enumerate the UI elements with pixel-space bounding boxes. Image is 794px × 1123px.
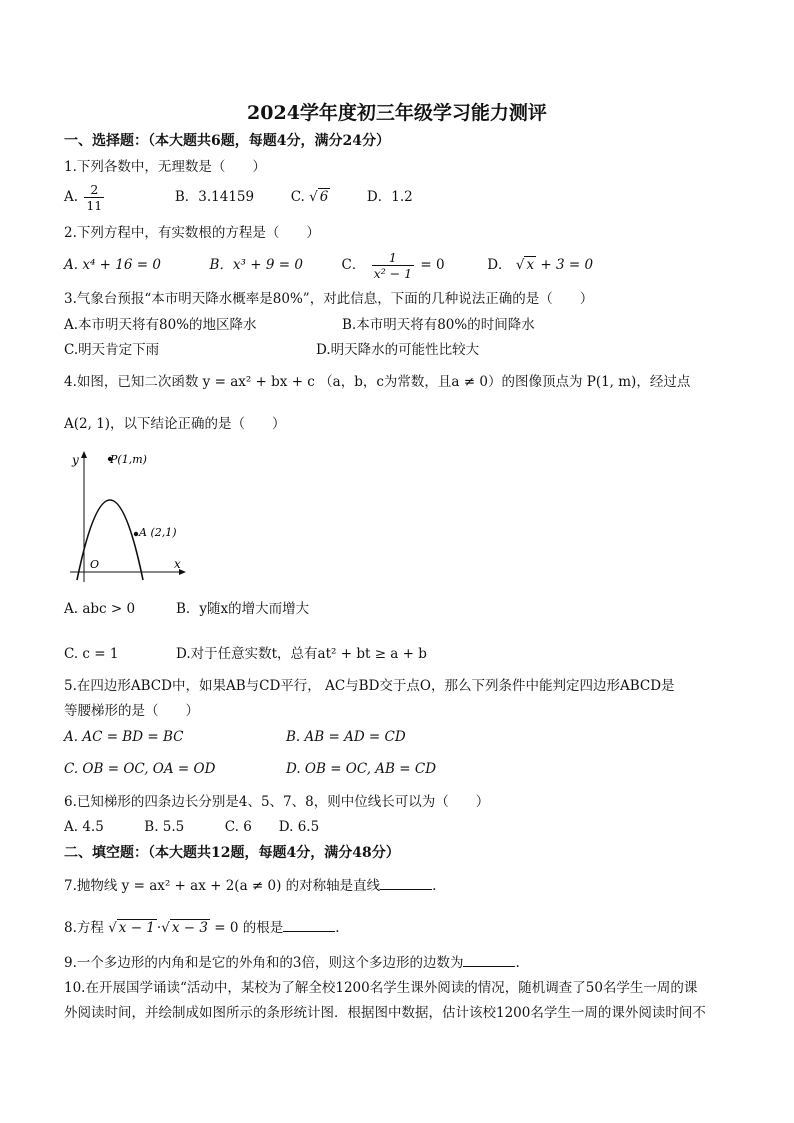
q9-answer-blank[interactable] xyxy=(463,953,515,967)
q1-option-c-label: C. xyxy=(290,189,305,205)
q3-option-a: A.本市明天将有80%的地区降水 xyxy=(64,317,257,333)
question-4-stem-line-2: A(2, 1)，以下结论正确的是（ ） xyxy=(64,416,286,432)
q8-dot: · xyxy=(156,920,162,936)
q8-radical-2: √ x − 3 xyxy=(161,920,208,936)
parabola-curve xyxy=(77,500,143,580)
origin-label: O xyxy=(90,558,100,571)
q1-option-d: D．1.2 xyxy=(366,189,413,205)
q8-radicand-1: x − 1 xyxy=(118,920,155,936)
parabola-figure xyxy=(64,448,194,588)
point-a xyxy=(134,532,138,536)
q8-period: . xyxy=(335,920,340,936)
q1-option-a-label: A. xyxy=(64,189,79,205)
question-5-stem-line-2: 等腰梯形的是（ ） xyxy=(64,703,199,719)
q1-option-a-fraction xyxy=(84,182,104,213)
q5-option-a: A. AC = BD = BC xyxy=(64,729,184,745)
question-7 xyxy=(64,876,436,895)
question-8 xyxy=(64,918,340,937)
q3-option-c: C.明天肯定下雨 xyxy=(64,342,160,358)
vertex-label: P(1,m) xyxy=(110,453,147,466)
q3-option-d: D.明天降水的可能性比较大 xyxy=(316,342,480,358)
q1-option-c-radical: √ 6 xyxy=(309,189,329,205)
q9-text: 9.一个多边形的内角和是它的外角和的3倍，则这个多边形的边数为 xyxy=(64,955,464,971)
q9-period: . xyxy=(515,955,520,971)
question-5-stem-line-1: 5.在四边形ABCD中，如果AB与CD平行， AC与BD交于点O，那么下列条件中能判定四边形ABCD是 xyxy=(64,678,675,694)
x-axis-label: x xyxy=(174,557,181,571)
point-a-label: A (2,1) xyxy=(139,526,177,539)
q3-option-b: B.本市明天将有80%的时间降水 xyxy=(342,317,535,333)
question-3-stem: 3.气象台预报“本市明天降水概率是80%”，对此信息，下面的几种说法正确的是（ ） xyxy=(64,291,594,307)
q2-option-c-label: C． xyxy=(341,257,366,273)
q2-option-d-radicand: x xyxy=(526,257,535,273)
q1-option-a-denominator: 11 xyxy=(86,198,103,213)
q5-option-c: C. OB = OC, OA = OD xyxy=(64,761,216,777)
q1-option-c-radicand: 6 xyxy=(319,189,329,205)
question-6-stem: 6.已知梯形的四条边长分别是4、5、7、8，则中位线长可以为（ ） xyxy=(64,794,490,810)
q2-option-b: B．x³ + 9 = 0 xyxy=(209,257,303,273)
question-2-stem: 2.下列方程中，有实数根的方程是（ ） xyxy=(64,225,320,241)
q8-radical-1: √ x − 1 xyxy=(108,920,155,936)
q2-option-c-tail: = 0 xyxy=(420,257,445,273)
q5-option-d: D. OB = OC, AB = CD xyxy=(286,761,437,777)
section-fill-heading: 二、填空题：（本大题共12题，每题4分，满分48分） xyxy=(64,845,400,861)
q8-text-head: 8.方程 xyxy=(64,920,104,936)
y-axis-label: y xyxy=(72,453,79,467)
q2-option-d-radical: √ x xyxy=(515,257,535,273)
q8-text-tail: = 0 的根是 xyxy=(214,920,284,936)
q7-period: . xyxy=(432,878,437,894)
section-choice-heading: 一、选择题：（本大题共6题，每题4分，满分24分） xyxy=(64,133,390,149)
q7-answer-blank[interactable] xyxy=(380,876,432,890)
q6-options: A. 4.5 B. 5.5 C. 6 D. 6.5 xyxy=(64,819,320,835)
question-4-stem-line-1: 4.如图，已知二次函数 y = ax² + bx + c （a，b，c为常数，且a ≠ 0）的图像顶点为 P(1, m)，经过点 xyxy=(64,374,691,390)
q2-option-a: A. x⁴ + 16 = 0 xyxy=(64,257,161,273)
q5-option-b: B. AB = AD = CD xyxy=(286,729,406,745)
page-title: 2024学年度初三年级学习能力测评 xyxy=(247,102,547,124)
q4-option-a: A. abc > 0 xyxy=(64,601,136,617)
q4-option-c: C. c = 1 xyxy=(64,646,119,662)
q8-radicand-2: x − 3 xyxy=(171,920,208,936)
q2-option-d-label: D． xyxy=(487,257,512,273)
question-9 xyxy=(64,953,520,972)
question-1-options xyxy=(64,182,413,218)
q4-option-d: D.对于任意实数t，总有at² + bt ≥ a + b xyxy=(176,646,427,662)
q2-option-c-denominator: x² − 1 xyxy=(373,266,413,281)
y-axis-arrow xyxy=(81,451,87,458)
q8-answer-blank[interactable] xyxy=(283,918,335,932)
question-10-line-2: 外阅读时间，并绘制成如图所示的条形统计图．根据图中数据，估计该校1200名学生一周的课外阅读时间不 xyxy=(64,1005,706,1021)
q2-option-c-numerator: 1 xyxy=(372,250,414,266)
q1-option-a-numerator: 2 xyxy=(84,182,104,198)
q2-option-c-fraction xyxy=(372,250,414,281)
q7-text: 7.抛物线 y = ax² + ax + 2(a ≠ 0) 的对称轴是直线 xyxy=(64,878,381,894)
q4-option-b: B．y随x的增大而增大 xyxy=(176,601,310,617)
question-2-options xyxy=(64,250,593,286)
question-1-stem: 1.下列各数中，无理数是（ ） xyxy=(64,159,266,175)
q1-option-b: B．3.14159 xyxy=(174,189,255,205)
question-10-line-1: 10.在开展国学诵读“活动中，某校为了解全校1200名学生课外阅读的情况，随机调查了50名学生一周的课 xyxy=(64,980,698,996)
q2-option-d-tail: + 3 = 0 xyxy=(540,257,594,273)
